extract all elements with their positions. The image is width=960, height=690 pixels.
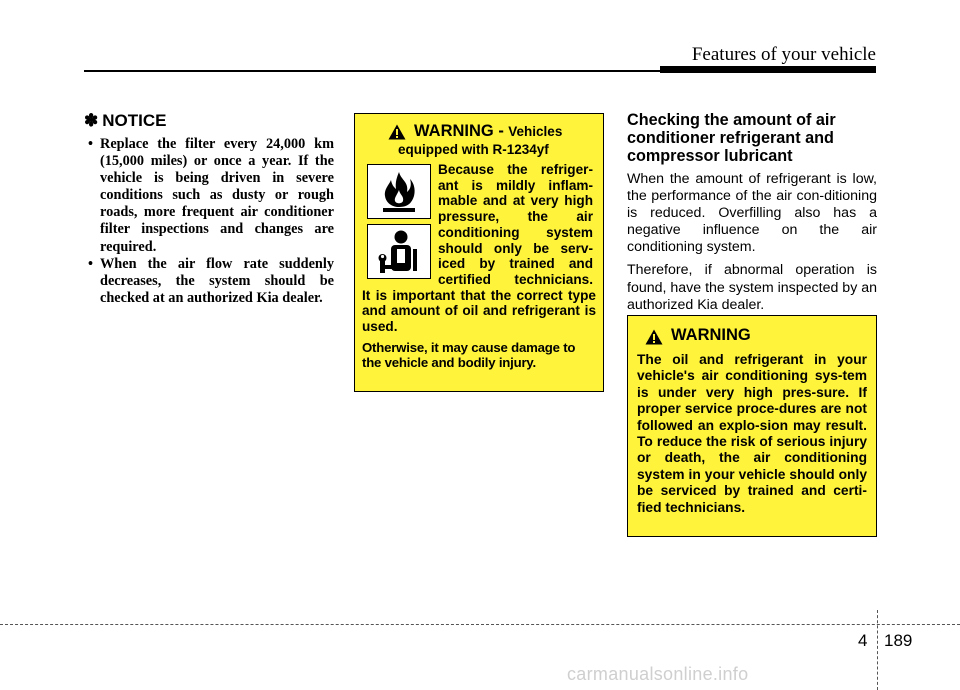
footer-divider (877, 610, 878, 690)
warning-triangle-icon (388, 124, 406, 140)
warning-body-secondary: Otherwise, it may cause damage to the vehicle and bodily injury. (362, 339, 576, 371)
warning-label-suffix: Vehicles (508, 124, 563, 139)
warning-label: WARNING (671, 326, 751, 344)
paragraph: Therefore, if abnormal operation is found, have the system inspected by an authorized Kia dealer. (627, 262, 878, 313)
warning-label: WARNING - (414, 122, 504, 140)
warning-box-pressure (627, 315, 877, 537)
refrigerant-section (627, 111, 877, 314)
notice-heading (84, 111, 334, 131)
page-number: 189 (884, 631, 913, 650)
warning-subtitle: equipped with R-1234yf (398, 142, 549, 157)
watermark: carmanualsonline.info (567, 664, 749, 684)
warning-triangle-icon (645, 329, 663, 345)
warning-box-r1234yf (354, 113, 604, 392)
section-title: Features of your vehicle (691, 44, 876, 65)
notice-item: • When the air flow rate suddenly decreases, the system should be checked at an authorized Kia dealer. (88, 255, 334, 306)
warning-heading (388, 122, 596, 141)
paragraph: When the amount of refrigerant is low, the performance of the air con-ditioning is reduced. Overfilling also has a negative influence on the air conditioning system. (627, 171, 877, 256)
notice-block (84, 111, 334, 307)
notice-item: • Replace the filter every 24,000 km (15,000 miles) or once a year. If the vehicle is being driven in severe conditions such as dusty or rough roads, more frequent air conditioner filter inspections and changes are required. (88, 136, 334, 255)
warning-body: The oil and refrigerant in your vehicle's air conditioning sys-tem is under very high pres-sure. If proper service proce-dures are not followed an explo-sion may result. To reduce the risk of serious injury or death, the air conditioning system in your vehicle should only be serviced by trained and certi-fied technicians. (637, 352, 867, 515)
header-rule-accent (660, 66, 876, 73)
warning-side-text: Because the refriger-ant is mildly inflam-mable and at very high pressure, the air conditioning system should only be serv-iced by trained and certified technicians. (438, 162, 593, 287)
notice-mark-icon: ✽ (84, 111, 99, 130)
mechanic-icon (367, 224, 431, 279)
footer-rule (0, 624, 960, 625)
chapter-number: 4 (858, 631, 868, 650)
warning-body: It is important that the correct type and amount of oil and refrigerant is used. (362, 287, 596, 335)
section-heading: Checking the amount of air conditioner refrigerant and compressor lubricant (627, 111, 836, 165)
notice-list (84, 136, 334, 307)
flame-icon (367, 164, 431, 219)
notice-title: NOTICE (102, 111, 167, 130)
warning-heading (645, 326, 867, 345)
